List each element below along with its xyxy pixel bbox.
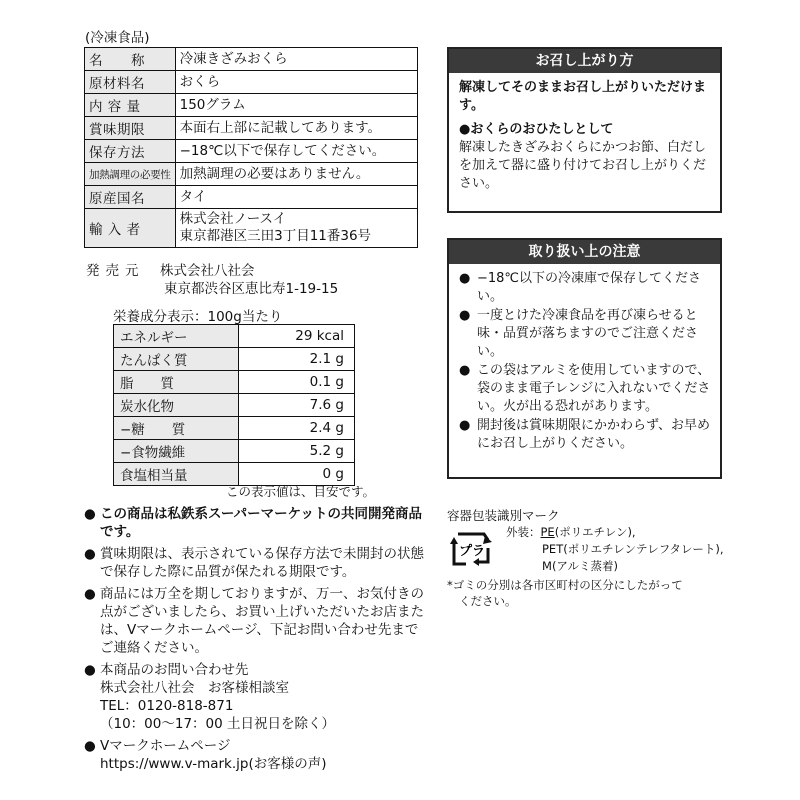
caution-text: この袋はアルミを使用していますので、袋のまま電子レンジに入れないでください。火が出る恐れがあります。	[477, 363, 711, 414]
spec-row-origin	[85, 186, 418, 209]
product-spec-table	[84, 47, 418, 248]
material-name: (ポリエチレン),	[554, 525, 636, 539]
caution-item	[459, 307, 712, 361]
recycle-materials	[506, 524, 724, 575]
nutrition-table	[113, 324, 355, 486]
importer-name: 株式会社ノースイ	[179, 211, 287, 227]
bullet-icon: ●	[84, 546, 96, 562]
nutrient-value: 0.1 g	[239, 371, 355, 394]
serving-box-title: お召し上がり方	[449, 49, 720, 73]
note-item-website	[84, 737, 429, 773]
caution-item	[459, 362, 712, 416]
note-item	[84, 585, 429, 657]
serving-intro: 解凍してそのままお召し上がりいただけます。	[459, 80, 707, 113]
bullet-icon: ●	[84, 506, 96, 522]
caution-text: 一度とけた冷凍食品を再び凍らせると味・品質が落ちますのでご注意ください。	[477, 308, 699, 359]
nutrient-value: 2.1 g	[239, 348, 355, 371]
material-name: (アルミ蒸着)	[551, 559, 618, 573]
bullet-icon: ●	[84, 738, 96, 754]
caution-text: −18℃以下の冷凍庫で保存してください。	[477, 271, 702, 304]
importer-address: 東京都港区三田3丁目11番36号	[179, 228, 372, 244]
recycle-note	[447, 577, 747, 609]
bullet-icon: ●	[459, 308, 471, 323]
caution-box-body	[449, 264, 720, 460]
seller-block	[86, 262, 338, 298]
seller-address: 東京都渋谷区恵比寿1-19-15	[164, 281, 339, 297]
nutrient-name: −食物繊維	[114, 440, 239, 463]
spec-value: −18℃以下で保存してください。	[175, 140, 417, 163]
spec-key: 保存方法	[85, 140, 176, 163]
spec-value: 150グラム	[175, 94, 417, 117]
spec-row-importer	[85, 209, 418, 248]
bullet-icon: ●	[459, 363, 471, 378]
nutrient-name: −糖 質	[114, 417, 239, 440]
nutrition-note: この表示値は、目安です。	[226, 484, 376, 499]
nutrition-heading: 栄養成分表示：100g当たり	[113, 309, 283, 325]
spec-value: おくら	[175, 71, 417, 94]
caution-box-title: 取り扱い上の注意	[449, 240, 720, 264]
note-text: この商品は私鉄系スーパーマーケットの共同開発商品です。	[100, 506, 422, 540]
spec-row-name	[85, 48, 418, 71]
nutrient-value: 2.4 g	[239, 417, 355, 440]
nutrient-value: 5.2 g	[239, 440, 355, 463]
seller-name: 株式会社八社会	[160, 263, 255, 279]
recycle-icon-label: プラ	[458, 544, 486, 559]
nutrient-name: 炭水化物	[114, 394, 239, 417]
note-item-contact	[84, 661, 429, 733]
spec-row-heating	[85, 163, 418, 186]
website-heading: Vマークホームページ	[100, 738, 231, 754]
nutrient-value: 29 kcal	[239, 325, 355, 348]
notes-list	[84, 505, 429, 777]
spec-key: 賞味期限	[85, 117, 176, 140]
outer-label: 外装：	[506, 525, 541, 539]
nutrient-value: 7.6 g	[239, 394, 355, 417]
spec-row-content	[85, 94, 418, 117]
contact-company: 株式会社八社会 お客様相談室	[100, 680, 289, 696]
spec-key: 原産国名	[85, 186, 176, 209]
recycle-heading: 容器包装識別マーク	[447, 508, 560, 523]
nutrient-name: エネルギー	[114, 325, 239, 348]
spec-key: 名 称	[85, 48, 176, 71]
bullet-icon: ●	[84, 662, 96, 678]
website-url: https://www.v-mark.jp(お客様の声)	[100, 756, 327, 772]
caution-box	[447, 238, 722, 479]
nutrient-name: たんぱく質	[114, 348, 239, 371]
spec-key: 輸 入 者	[85, 209, 176, 248]
recycle-note-line: *ゴミの分別は各市区町村の区分にしたがって	[447, 578, 683, 592]
note-text: 賞味期限は、表示されている保存方法で未開封の状態で保存した際に品質が保たれる期限です。	[100, 546, 424, 580]
nutrition-row	[114, 440, 355, 463]
bullet-icon: ●	[459, 271, 471, 286]
nutrition-row	[114, 417, 355, 440]
bullet-icon: ●	[84, 586, 96, 602]
contact-hours: （10：00〜17：00 土日祝日を除く）	[100, 716, 336, 732]
note-item	[84, 505, 429, 541]
spec-key: 内 容 量	[85, 94, 176, 117]
spec-row-storage	[85, 140, 418, 163]
spec-key: 加熱調理の必要性	[85, 163, 176, 186]
spec-value: タイ	[175, 186, 417, 209]
material-code: M	[542, 559, 552, 573]
serving-box	[447, 47, 722, 213]
seller-label: 発売元	[86, 263, 145, 279]
nutrition-row	[114, 394, 355, 417]
serving-box-body	[449, 73, 720, 199]
material-name: (ポリエチレンテレフタレート),	[563, 542, 724, 556]
spec-value: 加熱調理の必要はありません。	[175, 163, 417, 186]
nutrient-value: 0 g	[239, 463, 355, 486]
material-code: PE	[540, 525, 555, 539]
caution-item	[459, 417, 712, 453]
bullet-icon: ●	[459, 418, 471, 433]
contact-heading: 本商品のお問い合わせ先	[100, 662, 249, 678]
spec-row-ingredients	[85, 71, 418, 94]
note-text: 商品には万全を期しておりますが、万一、お気付きの点がございましたら、お買い上げいただいたお店または、Vマークホームページ、下記お問い合わせ先までご連絡ください。	[100, 586, 424, 656]
spec-value: 冷凍きざみおくら	[175, 48, 417, 71]
recycle-note-line: ください。	[459, 594, 517, 608]
spec-value: 本面右上部に記載してあります。	[175, 117, 417, 140]
category-label: (冷凍食品)	[85, 30, 150, 46]
contact-phone: TEL：0120-818-871	[100, 698, 234, 714]
serving-sub-text: 解凍したきざみおくらにかつお節、白だしを加えて器に盛り付けてお召し上がりください。	[459, 140, 707, 191]
nutrition-row	[114, 348, 355, 371]
note-item	[84, 545, 429, 581]
nutrient-name: 食塩相当量	[114, 463, 239, 486]
serving-sub-heading: ●おくらのおひたしとして	[459, 122, 614, 137]
spec-value	[175, 209, 417, 248]
nutrient-name: 脂 質	[114, 371, 239, 394]
caution-text: 開封後は賞味期限にかかわらず、お早めにお召し上がりください。	[477, 418, 710, 451]
caution-item	[459, 270, 712, 306]
spec-row-best-before	[85, 117, 418, 140]
spec-key: 原材料名	[85, 71, 176, 94]
plastic-recycle-icon	[448, 526, 494, 572]
nutrition-row	[114, 371, 355, 394]
material-code: PET	[542, 542, 564, 556]
nutrition-row	[114, 325, 355, 348]
